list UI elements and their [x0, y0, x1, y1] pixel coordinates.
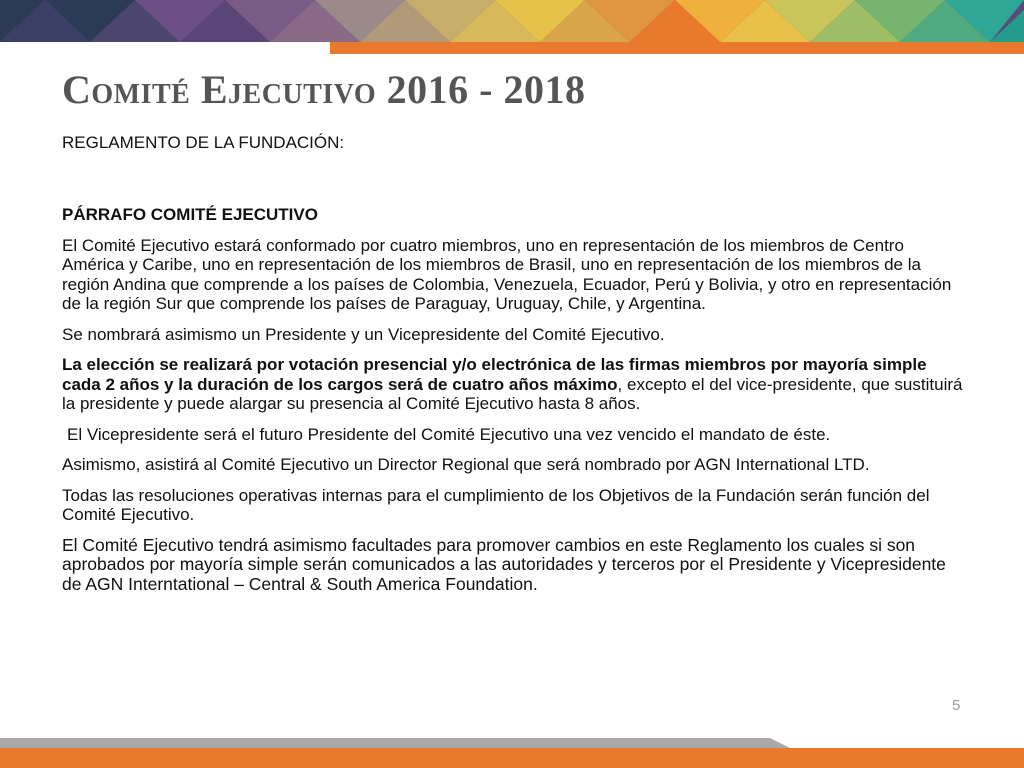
- election-rest-text: , excepto el del vice-presidente, que sustituirá la presidente y puede alargar su presencia al Comité Ejecutivo hasta 8 años.: [62, 374, 963, 413]
- paragraph-membership: El Comité Ejecutivo estará conformado por cuatro miembros, uno en representación de los miembros de Centro América y Caribe, uno en representación de los miembros de Brasil, uno en representación de los miembros de la región Andina que comprende a los países de Colombia, Venezuela, Ecuador, Perú y Bolivia, y otro en representación de la región Sur que comprende los países de Paraguay, Uruguay, Chile, y Argentina.: [62, 235, 952, 313]
- slide-title: Comité Ejecutivo 2016 - 2018: [62, 67, 586, 112]
- decorative-triangle-band: [0, 0, 1024, 42]
- election-bold-text: La elección se realizará por votación presencial y/o electrónica de las firmas miembros por mayoría simple cada 2 años y la duración de los cargos será de cuatro años máximo: [62, 355, 927, 394]
- paragraph-president: Se nombrará asimismo un Presidente y un Vicepresidente del Comité Ejecutivo.: [62, 324, 665, 344]
- paragraph-vicepresident: El Vicepresidente será el futuro Presidente del Comité Ejecutivo una vez vencido el mandato de éste.: [67, 424, 831, 444]
- slide-subtitle: REGLAMENTO DE LA FUNDACIÓN:: [62, 133, 345, 152]
- paragraph-resolutions: Todas las resoluciones operativas internas para el cumplimiento de los Objetivos de la Fundación serán función del Comité Ejecutivo.: [62, 485, 930, 524]
- paragraph-amendments: El Comité Ejecutivo tendrá asimismo facultades para promover cambios en este Reglamento los cuales si son aprobados por mayoría simple serán comunicados a las autoridades y terceros por el Presidente y Vicepresidente de AGN Interntational – Central & South America Foundation.: [62, 534, 946, 594]
- slide-body: [62, 205, 967, 605]
- bottom-decorative-bar: [0, 738, 1024, 768]
- paragraph-director: Asimismo, asistirá al Comité Ejecutivo un Director Regional que será nombrado por AGN International LTD.: [62, 455, 870, 474]
- section-heading: PÁRRAFO COMITÉ EJECUTIVO: [62, 205, 318, 224]
- accent-strip: [330, 42, 1024, 54]
- paragraph-election: [62, 355, 967, 414]
- slide-number: 5: [952, 697, 961, 714]
